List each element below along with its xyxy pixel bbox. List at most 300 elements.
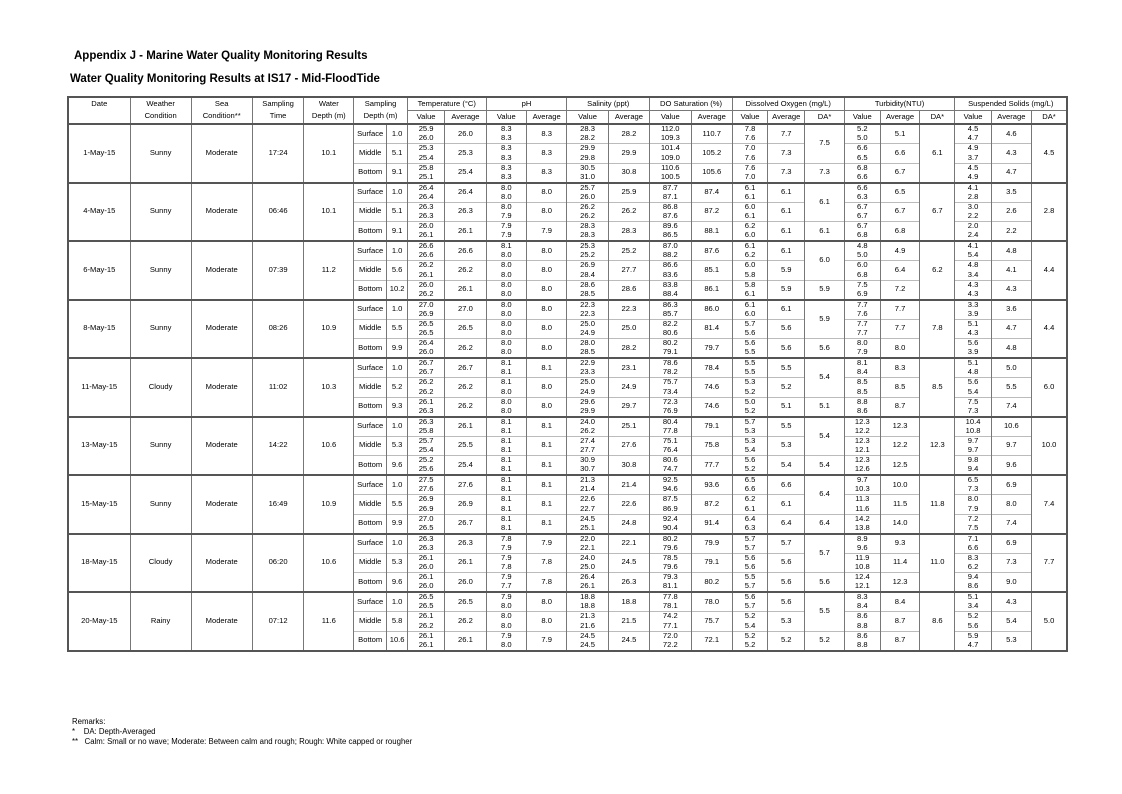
sampling-level-cell: Bottom [354, 514, 387, 534]
turbidity-average-cell: 8.4 [880, 592, 919, 612]
ph-value-cell: 7.9 [486, 212, 526, 222]
ph-average-cell: 8.0 [526, 339, 566, 359]
turbidity-value-cell: 6.6 [844, 144, 880, 154]
subheader-da: DA* [1032, 111, 1067, 125]
do-da-cell: 6.1 [805, 222, 844, 242]
do-saturation-value-cell: 78.2 [650, 368, 691, 378]
ph-value-cell: 7.8 [486, 563, 526, 573]
remarks [72, 717, 412, 747]
dissolved-oxygen-average-cell: 5.9 [768, 280, 805, 300]
ss-da-cell: 4.4 [1032, 241, 1067, 300]
temperature-average-cell: 26.5 [445, 319, 486, 339]
dissolved-oxygen-value-cell: 5.6 [732, 456, 767, 466]
salinity-average-cell: 25.0 [608, 319, 649, 339]
subheader-da: DA* [920, 111, 955, 125]
temperature-average-cell: 26.3 [445, 534, 486, 554]
ph-value-cell: 8.1 [486, 426, 526, 436]
sampling-level-cell: Surface [354, 534, 387, 554]
salinity-value-cell: 26.9 [567, 261, 608, 271]
salinity-value-cell: 25.2 [567, 251, 608, 261]
temperature-value-cell: 26.4 [407, 183, 444, 193]
do-saturation-value-cell: 76.4 [650, 446, 691, 456]
temperature-value-cell: 25.9 [407, 124, 444, 134]
dissolved-oxygen-value-cell: 6.3 [732, 524, 767, 534]
dissolved-oxygen-value-cell: 5.4 [732, 446, 767, 456]
salinity-value-cell: 28.4 [567, 270, 608, 280]
ph-value-cell: 8.1 [486, 495, 526, 505]
ss-value-cell: 4.9 [955, 144, 991, 154]
salinity-value-cell: 24.5 [567, 631, 608, 641]
salinity-average-cell: 24.5 [608, 553, 649, 573]
do-saturation-average-cell: 80.2 [691, 573, 732, 593]
ss-value-cell: 4.5 [955, 124, 991, 134]
ph-average-cell: 7.9 [526, 534, 566, 554]
sampling-time-cell: 14:22 [252, 417, 304, 476]
header-turbidity: Turbidity(NTU) [844, 97, 955, 111]
salinity-average-cell: 18.8 [608, 592, 649, 612]
ss-value-cell: 9.7 [955, 446, 991, 456]
ph-value-cell: 8.0 [486, 202, 526, 212]
sampling-depth-cell: 5.2 [387, 378, 408, 398]
dissolved-oxygen-value-cell: 6.5 [732, 475, 767, 485]
ss-value-cell: 3.0 [955, 202, 991, 212]
dissolved-oxygen-value-cell: 6.0 [732, 202, 767, 212]
header-time-2: Time [252, 111, 304, 125]
do-saturation-value-cell: 73.4 [650, 387, 691, 397]
turbidity-value-cell: 6.7 [844, 202, 880, 212]
temperature-value-cell: 27.6 [407, 485, 444, 495]
header-weather: Weather [130, 97, 191, 111]
temperature-value-cell: 26.6 [407, 241, 444, 251]
dissolved-oxygen-value-cell: 6.4 [732, 514, 767, 524]
turbidity-value-cell: 9.6 [844, 543, 880, 553]
salinity-average-cell: 28.2 [608, 339, 649, 359]
dissolved-oxygen-value-cell: 5.2 [732, 465, 767, 475]
temperature-value-cell: 26.5 [407, 319, 444, 329]
dissolved-oxygen-value-cell: 6.0 [732, 261, 767, 271]
ph-average-cell: 8.0 [526, 378, 566, 398]
turbidity-value-cell: 8.4 [844, 368, 880, 378]
dissolved-oxygen-average-cell: 5.3 [768, 436, 805, 456]
ss-value-cell: 2.2 [955, 212, 991, 222]
sampling-depth-cell: 5.5 [387, 319, 408, 339]
temperature-average-cell: 27.6 [445, 475, 486, 495]
dissolved-oxygen-value-cell: 5.2 [732, 612, 767, 622]
do-saturation-average-cell: 75.7 [691, 612, 732, 632]
turbidity-da-cell: 8.5 [920, 358, 955, 417]
do-saturation-average-cell: 74.6 [691, 397, 732, 417]
salinity-value-cell: 25.0 [567, 319, 608, 329]
ss-value-cell: 4.9 [955, 173, 991, 183]
sampling-level-cell: Bottom [354, 222, 387, 242]
ph-value-cell: 8.1 [486, 241, 526, 251]
turbidity-value-cell: 8.6 [844, 612, 880, 622]
temperature-average-cell: 26.2 [445, 612, 486, 632]
sampling-depth-cell: 1.0 [387, 183, 408, 203]
turbidity-da-cell: 6.7 [920, 183, 955, 242]
sea-condition-cell: Moderate [191, 592, 252, 651]
dissolved-oxygen-value-cell: 6.1 [732, 183, 767, 193]
table-row [68, 300, 1067, 310]
dissolved-oxygen-value-cell: 6.6 [732, 485, 767, 495]
sampling-level-cell: Bottom [354, 573, 387, 593]
subheader-average: Average [526, 111, 566, 125]
water-depth-cell: 10.6 [304, 417, 354, 476]
temperature-value-cell: 26.1 [407, 612, 444, 622]
dissolved-oxygen-average-cell: 6.4 [768, 514, 805, 534]
turbidity-value-cell: 6.8 [844, 231, 880, 241]
dissolved-oxygen-value-cell: 5.7 [732, 534, 767, 544]
dissolved-oxygen-value-cell: 5.2 [732, 631, 767, 641]
turbidity-value-cell: 6.8 [844, 163, 880, 173]
sea-condition-cell: Moderate [191, 417, 252, 476]
turbidity-average-cell: 11.4 [880, 553, 919, 573]
salinity-value-cell: 25.1 [567, 524, 608, 534]
ph-average-cell: 8.3 [526, 144, 566, 164]
ss-da-cell: 2.8 [1032, 183, 1067, 242]
ph-value-cell: 7.9 [486, 543, 526, 553]
ss-value-cell: 4.3 [955, 290, 991, 300]
do-saturation-value-cell: 94.6 [650, 485, 691, 495]
temperature-average-cell: 26.2 [445, 261, 486, 281]
temperature-value-cell: 26.7 [407, 358, 444, 368]
temperature-value-cell: 25.2 [407, 456, 444, 466]
temperature-value-cell: 26.3 [407, 417, 444, 427]
do-saturation-value-cell: 74.7 [650, 465, 691, 475]
ss-value-cell: 10.4 [955, 417, 991, 427]
weather-cell: Sunny [130, 417, 191, 476]
turbidity-value-cell: 6.7 [844, 222, 880, 232]
temperature-value-cell: 26.5 [407, 524, 444, 534]
salinity-average-cell: 24.9 [608, 378, 649, 398]
ss-average-cell: 4.8 [991, 339, 1031, 359]
do-da-cell: 6.4 [805, 475, 844, 514]
do-saturation-average-cell: 78.4 [691, 358, 732, 378]
temperature-value-cell: 26.2 [407, 378, 444, 388]
sampling-depth-cell: 5.6 [387, 261, 408, 281]
ph-average-cell: 8.0 [526, 241, 566, 261]
table-body [68, 124, 1067, 651]
salinity-value-cell: 24.5 [567, 641, 608, 651]
sampling-level-cell: Surface [354, 300, 387, 320]
header-sampling-depth-2: Depth (m) [354, 111, 408, 125]
turbidity-average-cell: 7.7 [880, 300, 919, 320]
salinity-value-cell: 30.7 [567, 465, 608, 475]
sampling-depth-cell: 5.3 [387, 553, 408, 573]
ph-value-cell: 8.0 [486, 251, 526, 261]
ss-value-cell: 7.9 [955, 504, 991, 514]
ss-value-cell: 4.5 [955, 163, 991, 173]
subheader-value: Value [844, 111, 880, 125]
ss-average-cell: 4.3 [991, 280, 1031, 300]
turbidity-average-cell: 12.5 [880, 456, 919, 476]
header-ph: pH [486, 97, 567, 111]
turbidity-value-cell: 6.8 [844, 270, 880, 280]
turbidity-value-cell: 8.8 [844, 397, 880, 407]
ss-value-cell: 3.3 [955, 300, 991, 310]
ss-average-cell: 5.5 [991, 378, 1031, 398]
salinity-average-cell: 25.9 [608, 183, 649, 203]
ph-average-cell: 8.1 [526, 514, 566, 534]
sampling-time-cell: 08:26 [252, 300, 304, 359]
dissolved-oxygen-average-cell: 5.7 [768, 534, 805, 554]
turbidity-value-cell: 12.1 [844, 446, 880, 456]
dissolved-oxygen-value-cell: 5.3 [732, 436, 767, 446]
subheader-da: DA* [805, 111, 844, 125]
turbidity-average-cell: 6.6 [880, 144, 919, 164]
turbidity-value-cell: 8.0 [844, 339, 880, 349]
turbidity-value-cell: 8.1 [844, 358, 880, 368]
ss-value-cell: 8.6 [955, 582, 991, 592]
salinity-average-cell: 28.3 [608, 222, 649, 242]
ss-average-cell: 4.3 [991, 144, 1031, 164]
temperature-value-cell: 26.2 [407, 387, 444, 397]
dissolved-oxygen-average-cell: 5.2 [768, 378, 805, 398]
ss-average-cell: 4.6 [991, 124, 1031, 144]
temperature-average-cell: 25.3 [445, 144, 486, 164]
table-row [68, 358, 1067, 368]
do-da-cell: 5.4 [805, 358, 844, 397]
dissolved-oxygen-value-cell: 7.0 [732, 173, 767, 183]
do-saturation-value-cell: 72.3 [650, 397, 691, 407]
ph-value-cell: 8.1 [486, 485, 526, 495]
turbidity-value-cell: 7.7 [844, 329, 880, 339]
temperature-value-cell: 25.3 [407, 144, 444, 154]
turbidity-average-cell: 12.3 [880, 417, 919, 437]
ph-value-cell: 8.0 [486, 261, 526, 271]
turbidity-value-cell: 10.8 [844, 563, 880, 573]
dissolved-oxygen-average-cell: 6.1 [768, 241, 805, 261]
do-da-cell: 5.2 [805, 631, 844, 651]
temperature-value-cell: 25.4 [407, 153, 444, 163]
ph-average-cell: 8.1 [526, 358, 566, 378]
table-row [68, 241, 1067, 251]
header-sea-2: Condition** [191, 111, 252, 125]
temperature-value-cell: 26.1 [407, 231, 444, 241]
ph-average-cell: 8.3 [526, 124, 566, 144]
turbidity-average-cell: 5.1 [880, 124, 919, 144]
ph-average-cell: 8.1 [526, 475, 566, 495]
salinity-value-cell: 21.4 [567, 485, 608, 495]
ss-value-cell: 4.1 [955, 183, 991, 193]
header-date: Date [68, 97, 130, 111]
ph-average-cell: 7.8 [526, 573, 566, 593]
remarks-heading: Remarks: [72, 717, 106, 726]
dissolved-oxygen-value-cell: 5.6 [732, 592, 767, 602]
ss-value-cell: 4.7 [955, 134, 991, 144]
do-saturation-value-cell: 89.6 [650, 222, 691, 232]
temperature-average-cell: 25.4 [445, 456, 486, 476]
salinity-value-cell: 24.9 [567, 329, 608, 339]
turbidity-value-cell: 11.9 [844, 553, 880, 563]
remark-da: * DA: Depth-Averaged [72, 727, 156, 736]
ph-value-cell: 8.0 [486, 183, 526, 193]
salinity-value-cell: 22.6 [567, 495, 608, 505]
ss-value-cell: 7.1 [955, 534, 991, 544]
do-da-cell: 5.9 [805, 280, 844, 300]
ss-average-cell: 3.5 [991, 183, 1031, 203]
do-saturation-value-cell: 92.4 [650, 514, 691, 524]
weather-cell: Cloudy [130, 358, 191, 417]
temperature-value-cell: 26.1 [407, 631, 444, 641]
temperature-value-cell: 26.1 [407, 397, 444, 407]
date-cell: 20-May-15 [68, 592, 130, 651]
sampling-level-cell: Middle [354, 378, 387, 398]
temperature-value-cell: 26.1 [407, 573, 444, 583]
table-row [68, 124, 1067, 134]
ph-value-cell: 7.9 [486, 222, 526, 232]
do-saturation-value-cell: 75.1 [650, 436, 691, 446]
ss-value-cell: 10.8 [955, 426, 991, 436]
table-row [68, 592, 1067, 602]
dissolved-oxygen-value-cell: 5.7 [732, 319, 767, 329]
sampling-time-cell: 11:02 [252, 358, 304, 417]
do-saturation-average-cell: 91.4 [691, 514, 732, 534]
turbidity-value-cell: 8.5 [844, 387, 880, 397]
do-saturation-value-cell: 83.8 [650, 280, 691, 290]
temperature-average-cell: 26.4 [445, 183, 486, 203]
ph-value-cell: 8.0 [486, 602, 526, 612]
temperature-value-cell: 26.1 [407, 270, 444, 280]
table-header [68, 97, 1067, 124]
ss-value-cell: 4.8 [955, 261, 991, 271]
turbidity-da-cell: 12.3 [920, 417, 955, 476]
sampling-depth-cell: 1.0 [387, 417, 408, 437]
results-table [67, 96, 1068, 652]
weather-cell: Sunny [130, 124, 191, 183]
sea-condition-cell: Moderate [191, 358, 252, 417]
header-weather-2: Condition [130, 111, 191, 125]
sampling-depth-cell: 1.0 [387, 534, 408, 554]
ss-average-cell: 5.4 [991, 612, 1031, 632]
temperature-average-cell: 26.6 [445, 241, 486, 261]
dissolved-oxygen-average-cell: 5.3 [768, 612, 805, 632]
ss-value-cell: 5.6 [955, 378, 991, 388]
ss-value-cell: 7.2 [955, 514, 991, 524]
dissolved-oxygen-average-cell: 5.5 [768, 417, 805, 437]
temperature-average-cell: 26.1 [445, 631, 486, 651]
dissolved-oxygen-value-cell: 5.7 [732, 543, 767, 553]
dissolved-oxygen-value-cell: 5.7 [732, 582, 767, 592]
ss-da-cell: 6.0 [1032, 358, 1067, 417]
temperature-value-cell: 26.3 [407, 202, 444, 212]
turbidity-value-cell: 6.3 [844, 192, 880, 202]
do-saturation-value-cell: 76.9 [650, 407, 691, 417]
ph-value-cell: 8.3 [486, 163, 526, 173]
temperature-average-cell: 26.0 [445, 573, 486, 593]
ph-value-cell: 8.1 [486, 456, 526, 466]
ph-value-cell: 8.0 [486, 348, 526, 358]
sampling-depth-cell: 9.3 [387, 397, 408, 417]
salinity-value-cell: 22.3 [567, 309, 608, 319]
ph-value-cell: 8.0 [486, 192, 526, 202]
turbidity-value-cell: 7.7 [844, 300, 880, 310]
turbidity-value-cell: 5.0 [844, 251, 880, 261]
subheader-value: Value [567, 111, 608, 125]
salinity-value-cell: 26.2 [567, 212, 608, 222]
do-saturation-value-cell: 75.7 [650, 378, 691, 388]
date-cell: 18-May-15 [68, 534, 130, 593]
sampling-level-cell: Middle [354, 612, 387, 632]
salinity-average-cell: 22.3 [608, 300, 649, 320]
do-saturation-value-cell: 72.2 [650, 641, 691, 651]
subheader-average: Average [880, 111, 919, 125]
ph-value-cell: 8.0 [486, 387, 526, 397]
ph-value-cell: 7.9 [486, 573, 526, 583]
temperature-value-cell: 26.7 [407, 368, 444, 378]
do-saturation-value-cell: 110.6 [650, 163, 691, 173]
water-depth-cell: 10.9 [304, 300, 354, 359]
ss-value-cell: 5.1 [955, 319, 991, 329]
ph-average-cell: 8.0 [526, 397, 566, 417]
do-saturation-average-cell: 93.6 [691, 475, 732, 495]
sampling-depth-cell: 5.1 [387, 202, 408, 222]
turbidity-average-cell: 8.3 [880, 358, 919, 378]
do-saturation-value-cell: 79.1 [650, 348, 691, 358]
sampling-depth-cell: 1.0 [387, 300, 408, 320]
ss-average-cell: 6.9 [991, 534, 1031, 554]
do-da-cell: 6.4 [805, 514, 844, 534]
temperature-value-cell: 25.8 [407, 163, 444, 173]
salinity-average-cell: 21.4 [608, 475, 649, 495]
turbidity-value-cell: 11.6 [844, 504, 880, 514]
temperature-value-cell: 26.0 [407, 582, 444, 592]
ph-value-cell: 8.0 [486, 612, 526, 622]
ph-value-cell: 8.0 [486, 270, 526, 280]
header-water-depth: Water [304, 97, 354, 111]
salinity-value-cell: 22.7 [567, 504, 608, 514]
dissolved-oxygen-average-cell: 5.9 [768, 261, 805, 281]
table-row [68, 475, 1067, 485]
ss-average-cell: 7.3 [991, 553, 1031, 573]
ph-average-cell: 7.9 [526, 222, 566, 242]
dissolved-oxygen-value-cell: 5.2 [732, 407, 767, 417]
turbidity-value-cell: 13.8 [844, 524, 880, 534]
do-saturation-average-cell: 79.7 [691, 339, 732, 359]
turbidity-value-cell: 6.6 [844, 173, 880, 183]
do-da-cell: 7.3 [805, 163, 844, 183]
salinity-value-cell: 28.5 [567, 348, 608, 358]
ss-value-cell: 9.4 [955, 573, 991, 583]
ph-value-cell: 7.9 [486, 553, 526, 563]
salinity-value-cell: 26.0 [567, 192, 608, 202]
do-saturation-average-cell: 79.1 [691, 553, 732, 573]
ph-average-cell: 8.0 [526, 280, 566, 300]
ph-average-cell: 8.0 [526, 612, 566, 632]
turbidity-value-cell: 6.6 [844, 183, 880, 193]
do-saturation-value-cell: 79.6 [650, 563, 691, 573]
header-sampling-depth: Sampling [354, 97, 408, 111]
salinity-average-cell: 22.1 [608, 534, 649, 554]
turbidity-value-cell: 12.1 [844, 582, 880, 592]
sampling-level-cell: Bottom [354, 339, 387, 359]
do-saturation-value-cell: 90.4 [650, 524, 691, 534]
date-cell: 1-May-15 [68, 124, 130, 183]
salinity-value-cell: 28.6 [567, 280, 608, 290]
ph-average-cell: 8.1 [526, 436, 566, 456]
weather-cell: Sunny [130, 300, 191, 359]
sampling-time-cell: 06:46 [252, 183, 304, 242]
ph-value-cell: 8.3 [486, 134, 526, 144]
ph-value-cell: 8.1 [486, 475, 526, 485]
do-saturation-average-cell: 87.6 [691, 241, 732, 261]
ph-value-cell: 8.1 [486, 417, 526, 427]
subheader-value: Value [407, 111, 444, 125]
sampling-depth-cell: 1.0 [387, 358, 408, 378]
do-saturation-value-cell: 74.2 [650, 612, 691, 622]
ph-value-cell: 8.1 [486, 465, 526, 475]
ph-average-cell: 8.0 [526, 183, 566, 203]
